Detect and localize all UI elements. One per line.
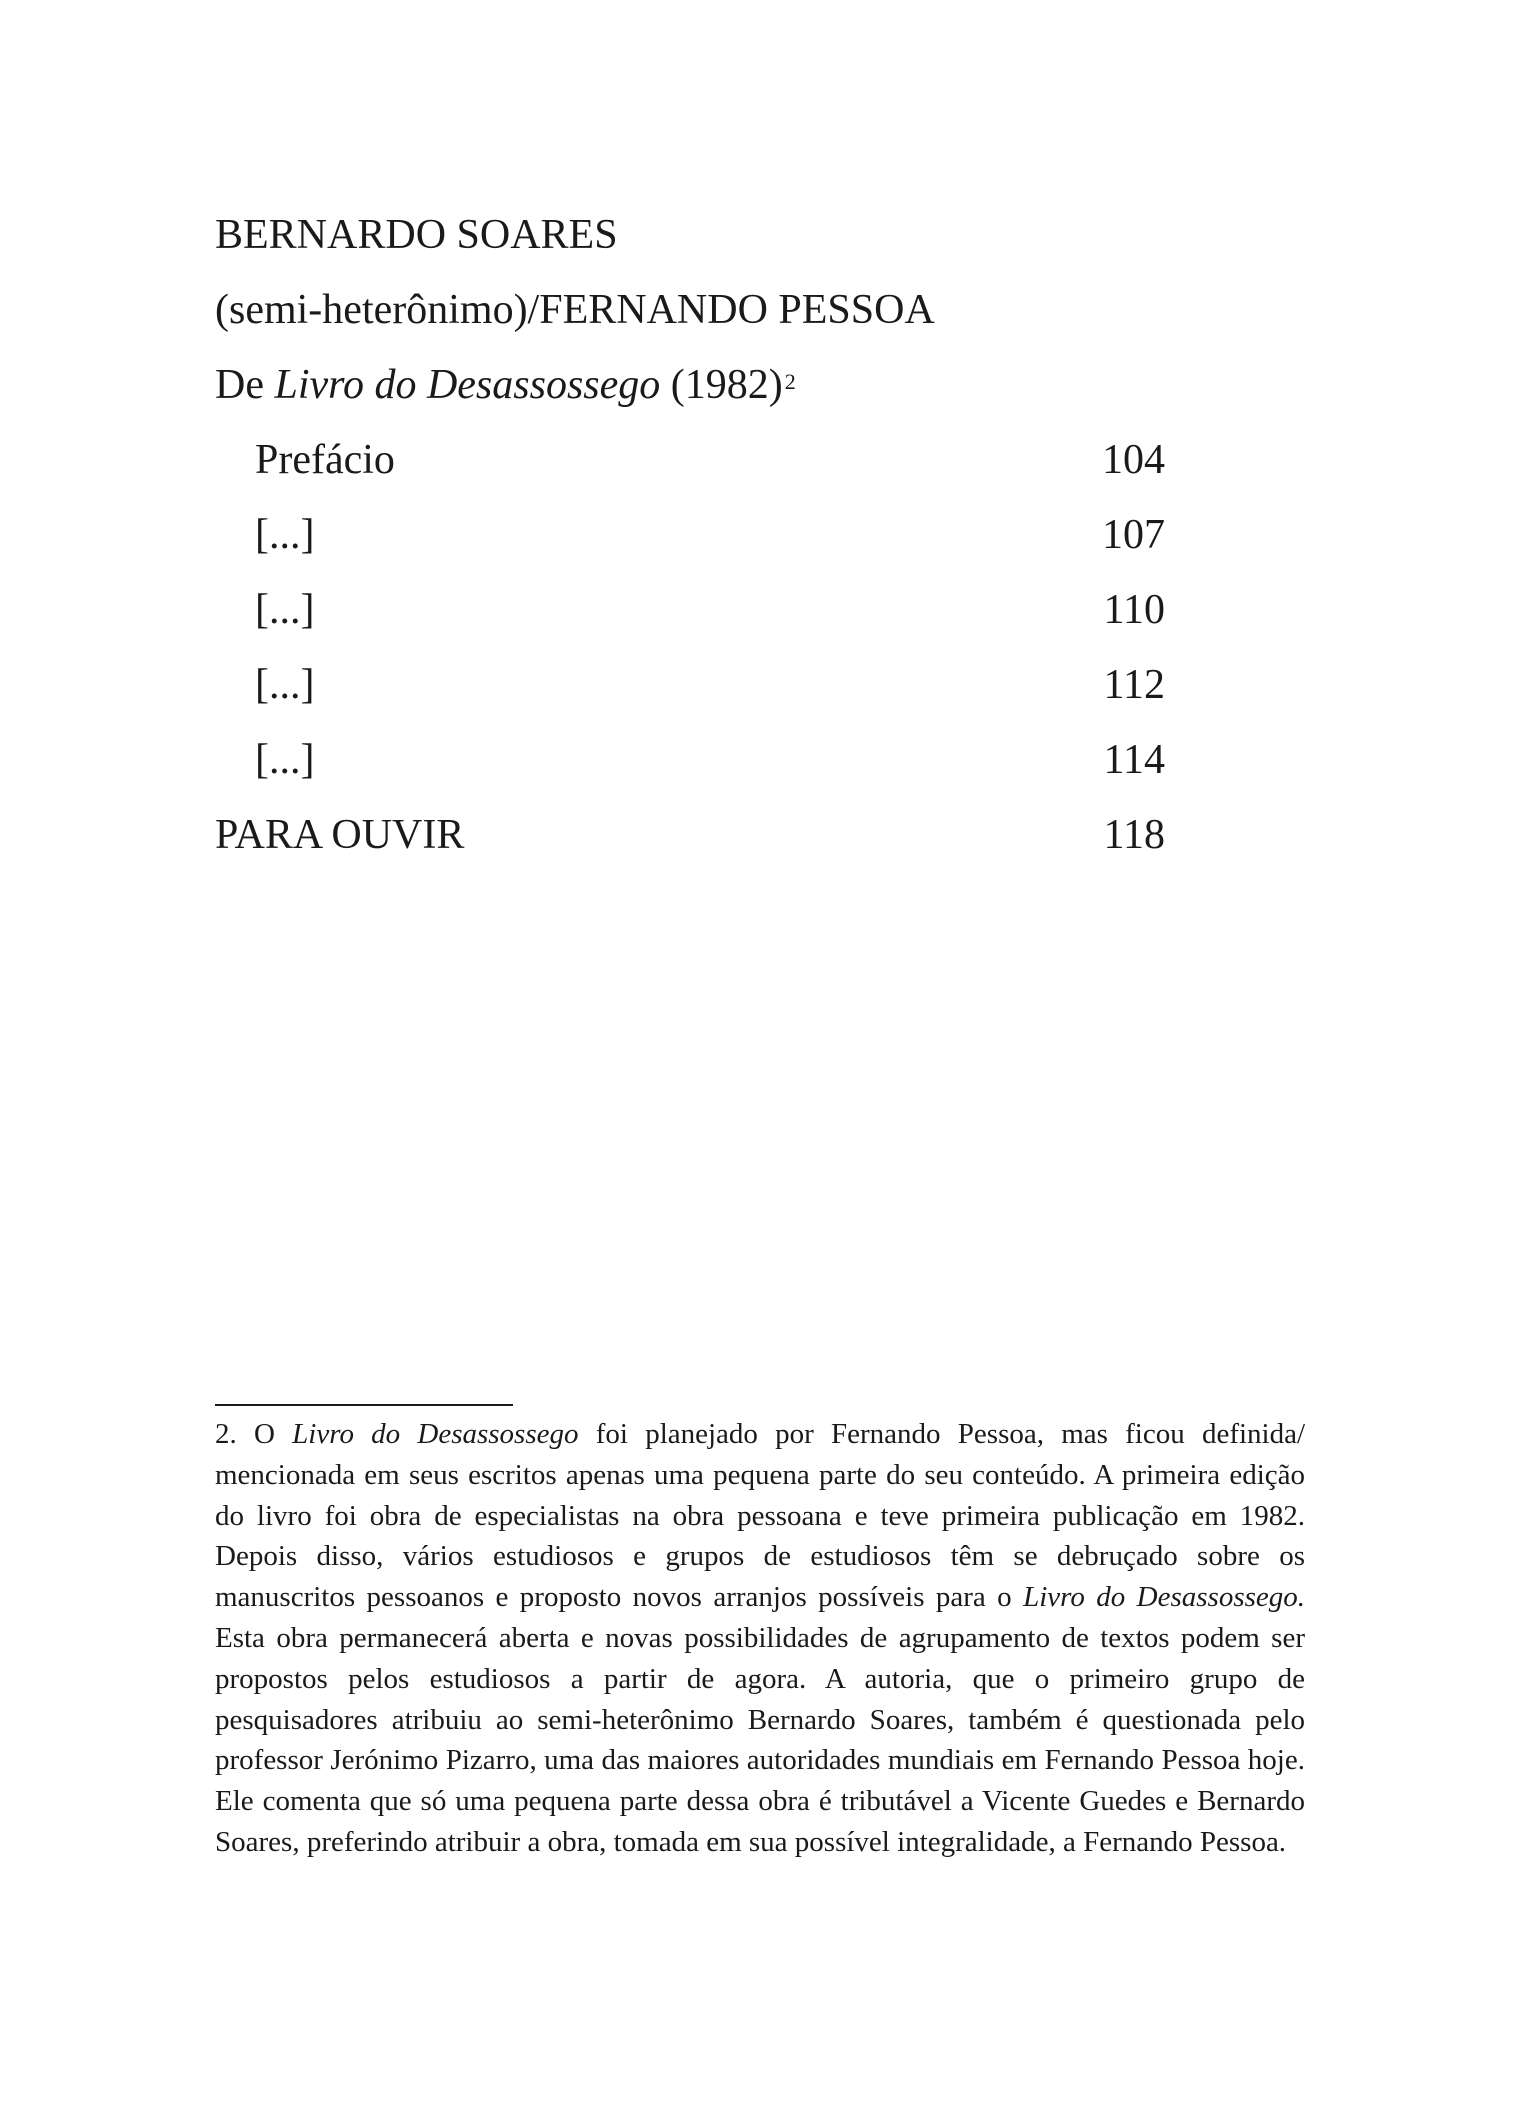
toc-entry-page: 112: [1103, 662, 1165, 708]
toc-entry-page: 110: [1103, 587, 1165, 633]
work-prefix: De: [215, 362, 264, 408]
footnote-title-1: Livro do Desassossego: [292, 1418, 579, 1450]
toc-section-page: 118: [1103, 812, 1165, 858]
toc-section-entry[interactable]: [215, 798, 1165, 873]
toc-entry-title: [...]: [255, 662, 315, 708]
work-year: (1982): [670, 362, 783, 408]
toc-entry[interactable]: [215, 648, 1165, 723]
toc-entry-title: Prefácio: [255, 437, 395, 483]
table-of-contents: [215, 198, 1165, 873]
footnote-text-1: foi planejado por Fernando Pessoa, mas ficou definida/ mencionada em seus escritos apenas uma pequena parte do seu conteúdo. A primeira edição do livro foi obra de especialistas na obra pessoana e teve primeira publicação em 1982. Depois disso, vários estudiosos e grupos de estudiosos têm se debruçado sobre os manuscritos pessoanos e proposto novos arranjos possíveis para o: [215, 1418, 1306, 1614]
toc-section-title: PARA OUVIR: [215, 812, 465, 858]
work-heading: [215, 348, 1165, 423]
work-title: Livro do Desassossego: [274, 362, 661, 408]
footnote-reference[interactable]: 2: [784, 369, 796, 394]
footnote-number: 2.: [215, 1418, 237, 1450]
footnote: [215, 1414, 1305, 1863]
toc-entry-page: 107: [1102, 512, 1165, 558]
toc-entry[interactable]: [215, 573, 1165, 648]
toc-entry-title: [...]: [255, 737, 315, 783]
footnote-separator: [215, 1404, 513, 1406]
footnote-text: [215, 1414, 1305, 1863]
toc-entry[interactable]: [215, 423, 1165, 498]
toc-entry-page: 104: [1102, 437, 1165, 483]
attribution-heading: (semi-heterônimo)/FERNANDO PESSOA: [215, 287, 935, 333]
footnote-text-2: Esta obra permanecerá aberta e novas possibilidades de agrupamento de textos podem ser propostos pelos estudiosos a partir de agora. A autoria, que o primeiro grupo de pesquisadores atribuiu ao semi-heterônimo Bernardo Soares, também é questionada pelo professor Jerónimo Pizarro, uma das maiores autoridades mundiais em Fernando Pessoa hoje. Ele comenta que só uma pequena parte dessa obra é tributável a Vicente Guedes e Bernardo Soares, preferindo atribuir a obra, tomada em sua possível integralidade, a Fernando Pessoa.: [215, 1621, 1305, 1858]
toc-entry-title: [...]: [255, 587, 315, 633]
footnote-title-2: Livro do Desassossego.: [1023, 1581, 1306, 1614]
toc-entry[interactable]: [215, 498, 1165, 573]
author-heading: BERNARDO SOARES: [215, 212, 618, 258]
footnote-lead: O: [253, 1418, 275, 1450]
toc-entry[interactable]: [215, 723, 1165, 798]
toc-entry-page: 114: [1103, 737, 1165, 783]
toc-entry-title: [...]: [255, 512, 315, 558]
